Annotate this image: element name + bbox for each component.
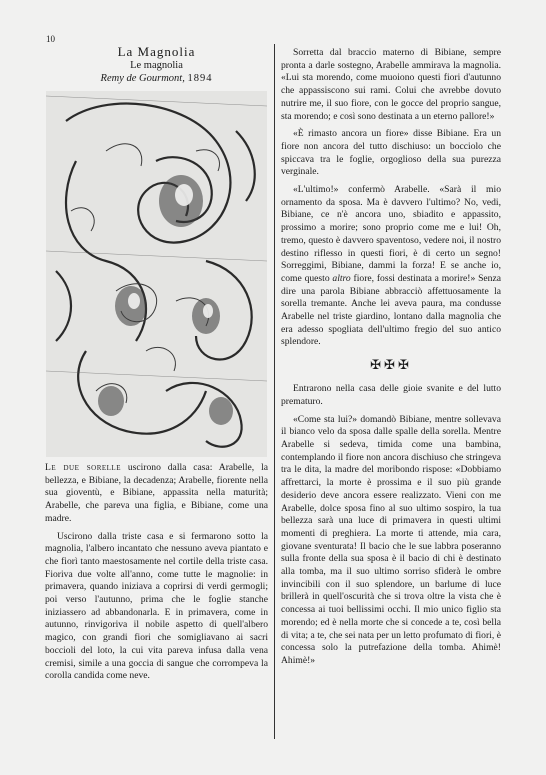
right-column [281, 47, 501, 668]
left-paragraph-2: Uscirono dalla triste casa e si fermarono sotto la magnolia, l'albero incantato che nessuno aveva piantato e che fiorì tanto maestosamente nel cortile della triste casa. Fioriva due volte all'anno, come tutte le magnolie: in primavera, quando iniziava a coprirsi di verdi germogli; poi verso l'autunno, prima che le foglie stanche iniziassero ad abbandonarla. E in primavera, come in autunno, rinvigoriva il nobile aspetto di quell'albero magico, con grandi fiori che somigliavano ai sacri boccioli del loto, la cui vita pareva infusa dalla vena cremisi, simile a una goccia di sangue che corrompeva la corolla candida come neve. [45, 530, 268, 682]
page-number: 10 [46, 34, 55, 44]
ornamental-engraving-graphic [46, 91, 267, 457]
left-paragraph-1 [45, 462, 268, 526]
right-paragraph-1: Sorretta dal braccio materno di Bibiane, sempre pronta a darle sostegno, Arabelle ammirava la magnolia. «Lui sta morendo, come muoiono questi fiori d'autunno che appassiscono sui rami. Colui che avrebbe dovuto nutrire me, il suo fiore, con le gocce del proprio sangue, sta morendo; e così sono destinata a un eterno pallore!» [281, 47, 501, 122]
page-subtitle: Le magnolia [130, 60, 183, 71]
author-name: Remy de Gourmont, [100, 73, 185, 84]
left-column [45, 44, 268, 683]
right-paragraph-3-a: «L'ultimo!» confermò Arabelle. «Sarà il mio ornamento da sposa. Ma è davvero l'ultimo? No, vedi, Bibiane, ce n'è ancora uno, sbiadito e appassito, prossimo a morire; sono proprio come me e lui! Oh, tremo, questo è davvero spaventoso, vedere noi, il nostro destino riflesso in questi fiori, è di certo un segno! Sorreggimi, Bibiane, dammi la forza! E se anche io, come questo [281, 184, 501, 284]
page-title: La Magnolia [117, 44, 196, 59]
right-paragraph-5: «Come sta lui?» domandò Bibiane, mentre sollevava il bianco velo da sposa dalle spalle della sorella. Mentre Arabelle si sedeva, timida come una bambina, contemplando il fiore non ancora dischiuso che stringeva tra le dita, la madre del moribondo rispose: «Dobbiamo affrettarci, la morte è prossima e il suo più grande desiderio deve ancora essere realizzato. Vieni con me Arabelle, dolce sposa fino al suo ultimo sospiro, la tua bellezza sarà una luce di primavera in questi ultimi momenti di preghiera. La morte ti attende, mia cara, giovane sventurata! Il bacio che le sue labbra poseranno sulla fronte della sua sposa è il bacio di chi è destinato alla tomba, ma il suo ultimo sorriso sfiderà le ombre invincibili con il suo splendore, un barlume di luce brillerà in quell'oscurità che si trova oltre la vista che è concessa ai tuoi bellissimi occhi. Il mio unico figlio sta morendo; ed è nella morte che si concede a te, così bella di vita; a te, che sei nata per un letto profumato di fiori, è concessa solo la putrefazione della tomba. Ahimè! Ahimè!» [281, 413, 501, 666]
lead-in-caps: Le due sorelle [45, 462, 121, 473]
publication-year: 1894 [187, 73, 213, 84]
right-paragraph-4: Entrarono nella casa delle gioie svanite e del lutto prematuro. [281, 383, 501, 407]
section-divider [281, 357, 501, 373]
right-paragraph-3-b: fiore, fossi destinata a morire!» Senza dire una parola Bibiane abbracciò affettuosamente la sorella tremante. Anche lei aveva paura, ma condusse Arabelle nel triste giardino, lontano dalla magnolia che era adesso spogliata dell'ultimo fregio del suo antico splendore. [281, 272, 501, 348]
left-paragraph-1-text: uscirono dalla casa: Arabelle, la bellezza, e Bibiane, la decadenza; Arabelle, fiorente nella sua gioventù, e Bibiane, appassita nella maturità; Arabelle, che pareva una figlia, e Bibiane, come una madre. [45, 462, 268, 524]
right-paragraph-2: «È rimasto ancora un fiore» disse Bibiane. Era un fiore non ancora del tutto dischiuso: un bocciolo che spiccava tra le foglie, orgoglioso della sua purezza verginale. [281, 128, 501, 178]
emphasis-word: altro [332, 272, 351, 284]
right-paragraph-3 [281, 184, 501, 349]
column-divider-rule [274, 44, 275, 739]
ornament-glyphs: ✠✠✠ [370, 357, 412, 373]
byline [45, 72, 268, 85]
engraving-illustration [46, 91, 267, 457]
